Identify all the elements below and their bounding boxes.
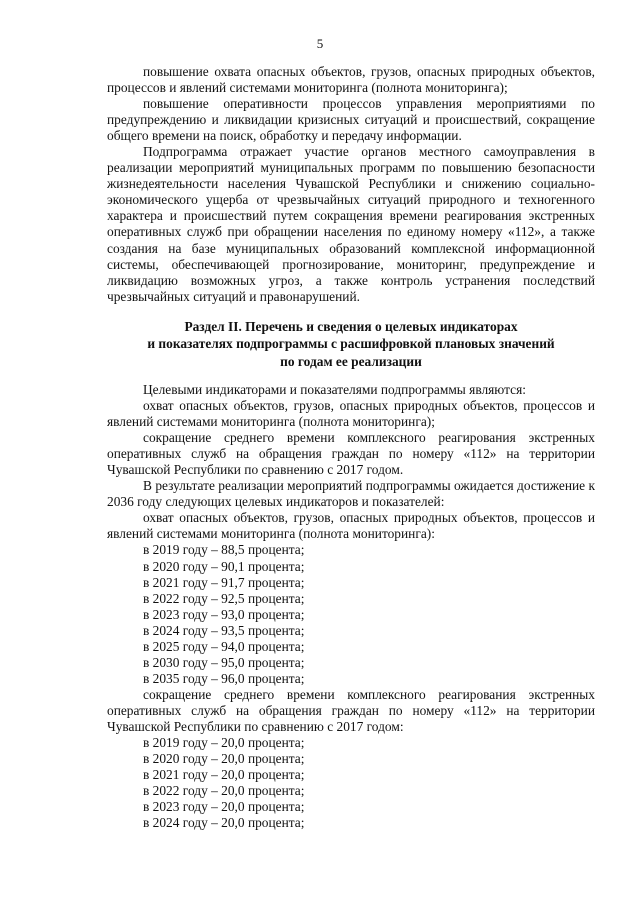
list-item: в 2020 году – 20,0 процента; <box>143 751 305 767</box>
response-values-list <box>107 735 595 831</box>
list-item: в 2025 году – 94,0 процента; <box>143 638 305 654</box>
list-item: в 2019 году – 88,5 процента; <box>143 542 305 558</box>
list-item: в 2024 году – 20,0 процента; <box>143 815 305 831</box>
intro-paragraph-3: Подпрограмма отражает участие органов местного самоуправления в реализации мероприятий муниципальных программ по повышению безопасности жизнедеятельности населения Чувашской Республики и снижению социально-экономического ущерба от чрезвычайных ситуаций природного и техногенного характера и происшествий путем сокращения времени реагирования экстренных оперативных служб при обращении населения по единому номеру «112», а также создания на базе муниципальных образований комплексной информационной системы, обеспечивающей прогнозирование, мониторинг, предупреждение и ликвидацию возможных угроз, а также контроль устранения последствий чрезвычайных ситуаций и правонарушений. <box>107 144 595 304</box>
list-item: в 2021 году – 91,7 процента; <box>143 574 305 590</box>
list-item: в 2021 году – 20,0 процента; <box>143 767 305 783</box>
body-paragraph-3: сокращение среднего времени комплексного реагирования экстренных оперативных служб на обращения граждан по номеру «112» на территории Чувашской Республики по сравнению с 2017 годом. <box>107 430 595 478</box>
intro-block <box>107 64 595 305</box>
list-item: в 2030 году – 95,0 процента; <box>143 654 305 670</box>
list-item: в 2035 году – 96,0 процента; <box>143 670 305 686</box>
intro-paragraph-2: повышение оперативности процессов управления мероприятиями по предупреждению и ликвидации кризисных ситуаций и происшествий, сокращение общего времени на поиск, обработку и передачу информации. <box>107 96 595 144</box>
section-heading-line-2: и показателях подпрограммы с расшифровкой плановых значений <box>147 336 555 352</box>
body-paragraph-6: сокращение среднего времени комплексного реагирования экстренных оперативных служб на обращения граждан по номеру «112» на территории Чувашской Республики по сравнению с 2017 годом: <box>107 686 595 734</box>
list-item: в 2020 году – 90,1 процента; <box>143 558 305 574</box>
indicators-block <box>107 382 595 831</box>
body-paragraph-4: В результате реализации мероприятий подпрограммы ожидается достижение к 2036 году следующих целевых индикаторов и показателей: <box>107 478 595 510</box>
body-paragraph-1: Целевыми индикаторами и показателями подпрограммы являются: <box>143 382 526 397</box>
section-heading-line-1: Раздел II. Перечень и сведения о целевых индикаторах <box>184 319 518 334</box>
body-paragraph-2: охват опасных объектов, грузов, опасных природных объектов, процессов и явлений системами мониторинга (полнота мониторинга); <box>107 398 595 430</box>
body-paragraph-5: охват опасных объектов, грузов, опасных природных объектов, процессов и явлений системами мониторинга (полнота мониторинга): <box>107 510 595 542</box>
list-item: в 2022 году – 92,5 процента; <box>143 590 305 606</box>
list-item: в 2023 году – 93,0 процента; <box>143 606 305 622</box>
monitoring-values-list <box>107 542 595 686</box>
list-item: в 2019 году – 20,0 процента; <box>143 735 305 751</box>
list-item: в 2023 году – 20,0 процента; <box>143 799 305 815</box>
page-number: 5 <box>316 36 324 51</box>
list-item: в 2022 году – 20,0 процента; <box>143 783 305 799</box>
intro-paragraph-1: повышение охвата опасных объектов, грузов, опасных природных объектов, процессов и явлений системами мониторинга (полнота мониторинга); <box>107 64 595 96</box>
section-heading-line-3: по годам ее реализации <box>280 353 422 369</box>
section-heading <box>107 318 595 370</box>
list-item: в 2024 году – 93,5 процента; <box>143 622 305 638</box>
